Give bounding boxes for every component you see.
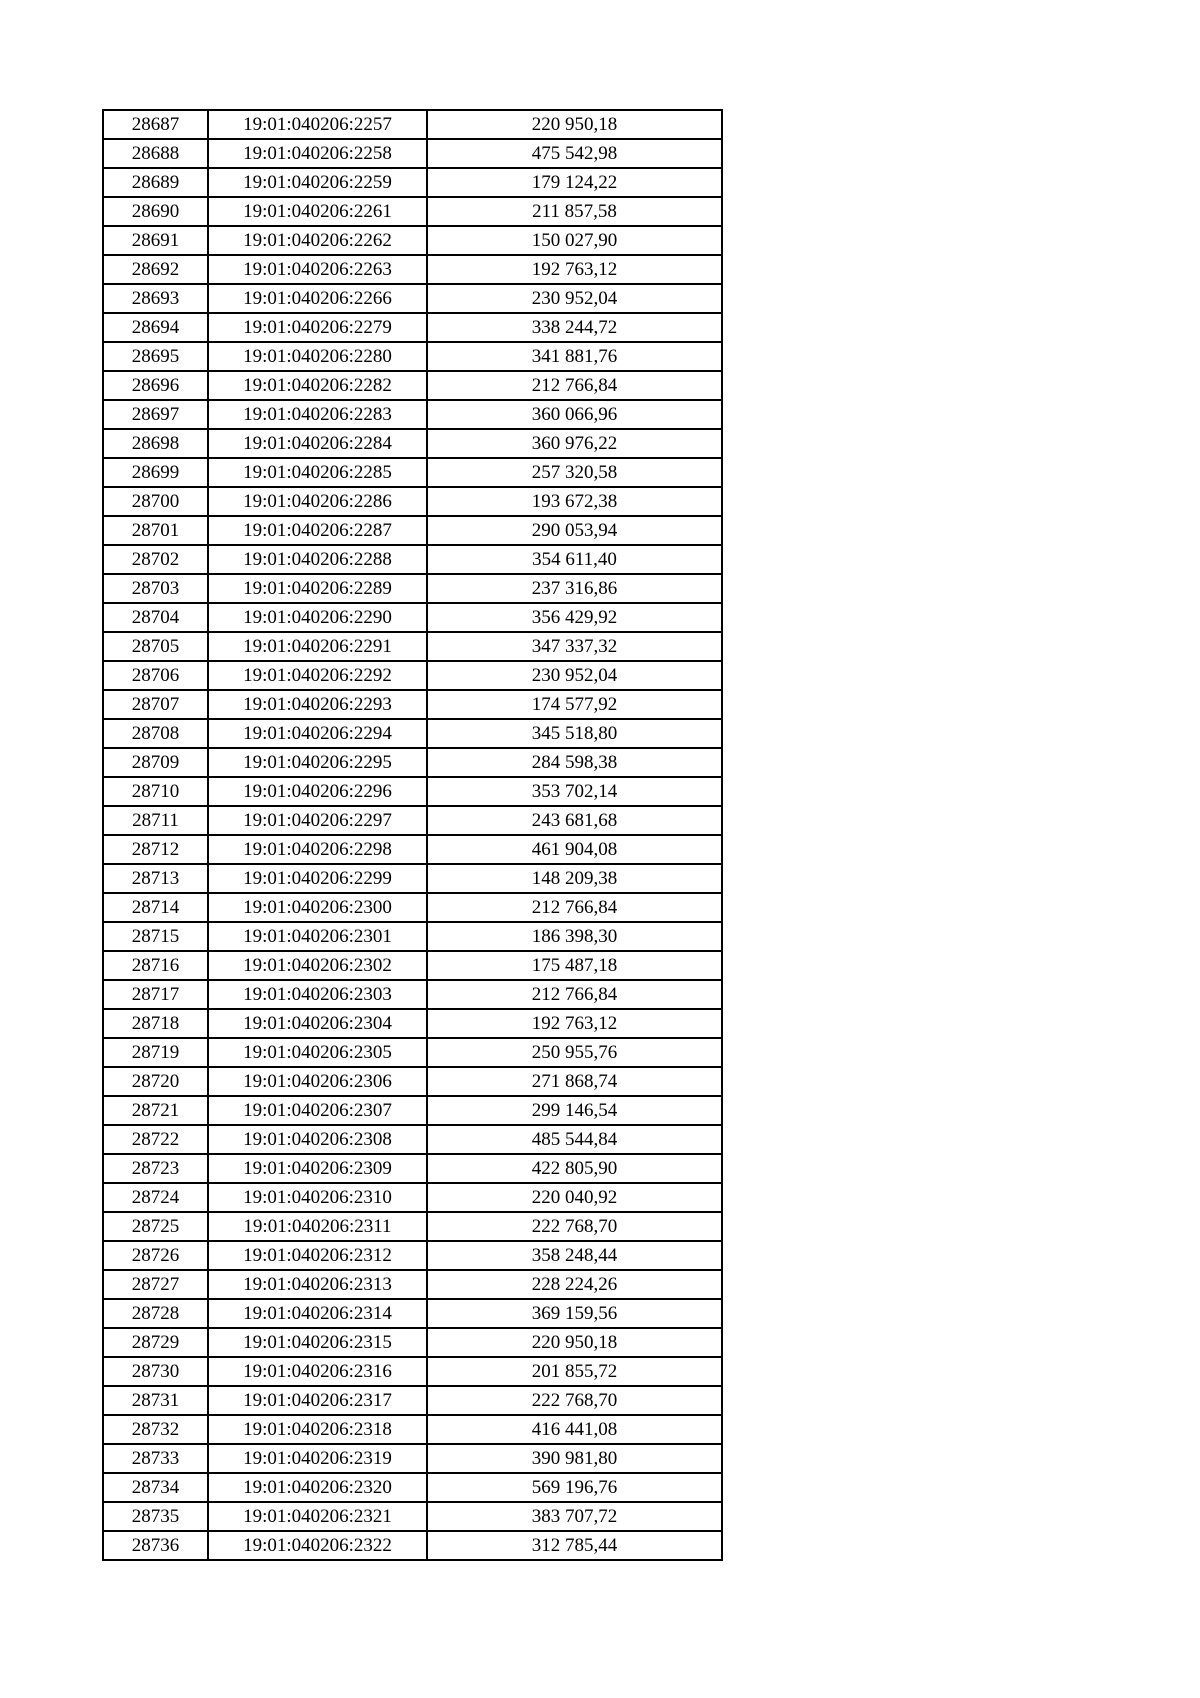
- cadastral-number-cell: 19:01:040206:2263: [208, 255, 427, 284]
- cadastral-number-cell: 19:01:040206:2284: [208, 429, 427, 458]
- row-number-cell: 28734: [103, 1473, 208, 1502]
- cadastral-value-cell: 186 398,30: [427, 922, 722, 951]
- row-number-cell: 28722: [103, 1125, 208, 1154]
- cadastral-number-cell: 19:01:040206:2317: [208, 1386, 427, 1415]
- cadastral-value-cell: 353 702,14: [427, 777, 722, 806]
- cadastral-value-cell: 383 707,72: [427, 1502, 722, 1531]
- cadastral-number-cell: 19:01:040206:2285: [208, 458, 427, 487]
- cadastral-number-cell: 19:01:040206:2302: [208, 951, 427, 980]
- row-number-cell: 28726: [103, 1241, 208, 1270]
- row-number-cell: 28697: [103, 400, 208, 429]
- table-row: [103, 1154, 722, 1183]
- cadastral-value-cell: 212 766,84: [427, 893, 722, 922]
- cadastral-value-cell: 312 785,44: [427, 1531, 722, 1560]
- cadastral-value-cell: 222 768,70: [427, 1212, 722, 1241]
- cadastral-value-cell: 174 577,92: [427, 690, 722, 719]
- cadastral-value-cell: 220 950,18: [427, 110, 722, 139]
- cadastral-number-cell: 19:01:040206:2291: [208, 632, 427, 661]
- row-number-cell: 28716: [103, 951, 208, 980]
- table-row: [103, 806, 722, 835]
- cadastral-number-cell: 19:01:040206:2304: [208, 1009, 427, 1038]
- cadastral-number-cell: 19:01:040206:2290: [208, 603, 427, 632]
- row-number-cell: 28711: [103, 806, 208, 835]
- cadastral-value-cell: 243 681,68: [427, 806, 722, 835]
- cadastral-number-cell: 19:01:040206:2294: [208, 719, 427, 748]
- cadastral-number-cell: 19:01:040206:2316: [208, 1357, 427, 1386]
- row-number-cell: 28695: [103, 342, 208, 371]
- cadastral-number-cell: 19:01:040206:2295: [208, 748, 427, 777]
- row-number-cell: 28703: [103, 574, 208, 603]
- table-row: [103, 197, 722, 226]
- table-row: [103, 284, 722, 313]
- table-row: [103, 603, 722, 632]
- cadastral-value-cell: 360 066,96: [427, 400, 722, 429]
- table-row: [103, 835, 722, 864]
- cadastral-number-cell: 19:01:040206:2307: [208, 1096, 427, 1125]
- table-row: [103, 1241, 722, 1270]
- cadastral-number-cell: 19:01:040206:2320: [208, 1473, 427, 1502]
- cadastral-value-cell: 345 518,80: [427, 719, 722, 748]
- cadastral-number-cell: 19:01:040206:2283: [208, 400, 427, 429]
- cadastral-number-cell: 19:01:040206:2298: [208, 835, 427, 864]
- table-row: [103, 1357, 722, 1386]
- table-row: [103, 748, 722, 777]
- cadastral-number-cell: 19:01:040206:2322: [208, 1531, 427, 1560]
- cadastral-value-cell: 192 763,12: [427, 1009, 722, 1038]
- table-row: [103, 1067, 722, 1096]
- cadastral-number-cell: 19:01:040206:2306: [208, 1067, 427, 1096]
- table-row: [103, 1212, 722, 1241]
- cadastral-number-cell: 19:01:040206:2311: [208, 1212, 427, 1241]
- cadastral-value-cell: 230 952,04: [427, 661, 722, 690]
- cadastral-value-cell: 422 805,90: [427, 1154, 722, 1183]
- row-number-cell: 28693: [103, 284, 208, 313]
- row-number-cell: 28710: [103, 777, 208, 806]
- table-row: [103, 864, 722, 893]
- cadastral-number-cell: 19:01:040206:2288: [208, 545, 427, 574]
- table-row: [103, 661, 722, 690]
- cadastral-value-cell: 416 441,08: [427, 1415, 722, 1444]
- cadastral-value-cell: 150 027,90: [427, 226, 722, 255]
- cadastral-number-cell: 19:01:040206:2258: [208, 139, 427, 168]
- row-number-cell: 28729: [103, 1328, 208, 1357]
- table-row: [103, 1270, 722, 1299]
- row-number-cell: 28715: [103, 922, 208, 951]
- table-row: [103, 313, 722, 342]
- cadastral-value-cell: 475 542,98: [427, 139, 722, 168]
- table-row: [103, 458, 722, 487]
- cadastral-value-cell: 192 763,12: [427, 255, 722, 284]
- cadastral-number-cell: 19:01:040206:2319: [208, 1444, 427, 1473]
- table-row: [103, 487, 722, 516]
- cadastral-value-cell: 338 244,72: [427, 313, 722, 342]
- cadastral-number-cell: 19:01:040206:2279: [208, 313, 427, 342]
- cadastral-number-cell: 19:01:040206:2261: [208, 197, 427, 226]
- cadastral-value-cell: 212 766,84: [427, 371, 722, 400]
- cadastral-value-cell: 290 053,94: [427, 516, 722, 545]
- cadastral-value-cell: 237 316,86: [427, 574, 722, 603]
- cadastral-number-cell: 19:01:040206:2266: [208, 284, 427, 313]
- cadastral-number-cell: 19:01:040206:2299: [208, 864, 427, 893]
- table-row: [103, 1038, 722, 1067]
- cadastral-value-cell: 179 124,22: [427, 168, 722, 197]
- cadastral-value-cell: 220 950,18: [427, 1328, 722, 1357]
- cadastral-number-cell: 19:01:040206:2280: [208, 342, 427, 371]
- cadastral-number-cell: 19:01:040206:2301: [208, 922, 427, 951]
- row-number-cell: 28694: [103, 313, 208, 342]
- cadastral-number-cell: 19:01:040206:2282: [208, 371, 427, 400]
- row-number-cell: 28712: [103, 835, 208, 864]
- row-number-cell: 28728: [103, 1299, 208, 1328]
- table-row: [103, 342, 722, 371]
- table-row: [103, 980, 722, 1009]
- table-row: [103, 226, 722, 255]
- cadastral-number-cell: 19:01:040206:2293: [208, 690, 427, 719]
- cadastral-value-cell: 148 209,38: [427, 864, 722, 893]
- table-row: [103, 1096, 722, 1125]
- cadastral-value-cell: 358 248,44: [427, 1241, 722, 1270]
- cadastral-number-cell: 19:01:040206:2305: [208, 1038, 427, 1067]
- cadastral-number-cell: 19:01:040206:2296: [208, 777, 427, 806]
- row-number-cell: 28700: [103, 487, 208, 516]
- table-row: [103, 400, 722, 429]
- row-number-cell: 28687: [103, 110, 208, 139]
- cadastral-number-cell: 19:01:040206:2262: [208, 226, 427, 255]
- table-row: [103, 777, 722, 806]
- table-row: [103, 168, 722, 197]
- cadastral-value-cell: 347 337,32: [427, 632, 722, 661]
- cadastral-value-cell: 211 857,58: [427, 197, 722, 226]
- cadastral-value-cell: 222 768,70: [427, 1386, 722, 1415]
- row-number-cell: 28688: [103, 139, 208, 168]
- row-number-cell: 28689: [103, 168, 208, 197]
- cadastral-number-cell: 19:01:040206:2312: [208, 1241, 427, 1270]
- table-row: [103, 1299, 722, 1328]
- cadastral-value-cell: 220 040,92: [427, 1183, 722, 1212]
- cadastral-value-cell: 201 855,72: [427, 1357, 722, 1386]
- row-number-cell: 28732: [103, 1415, 208, 1444]
- table-row: [103, 1502, 722, 1531]
- row-number-cell: 28696: [103, 371, 208, 400]
- table-row: [103, 371, 722, 400]
- table-row: [103, 1009, 722, 1038]
- row-number-cell: 28698: [103, 429, 208, 458]
- table-row: [103, 1386, 722, 1415]
- row-number-cell: 28725: [103, 1212, 208, 1241]
- table-row: [103, 1531, 722, 1560]
- cadastral-number-cell: 19:01:040206:2314: [208, 1299, 427, 1328]
- row-number-cell: 28704: [103, 603, 208, 632]
- table-row: [103, 632, 722, 661]
- table-row: [103, 429, 722, 458]
- table-row: [103, 893, 722, 922]
- cadastral-number-cell: 19:01:040206:2313: [208, 1270, 427, 1299]
- row-number-cell: 28713: [103, 864, 208, 893]
- table-body: [103, 110, 722, 1560]
- table-row: [103, 951, 722, 980]
- cadastral-number-cell: 19:01:040206:2315: [208, 1328, 427, 1357]
- row-number-cell: 28691: [103, 226, 208, 255]
- row-number-cell: 28705: [103, 632, 208, 661]
- cadastral-number-cell: 19:01:040206:2259: [208, 168, 427, 197]
- row-number-cell: 28690: [103, 197, 208, 226]
- cadastral-number-cell: 19:01:040206:2289: [208, 574, 427, 603]
- cadastral-number-cell: 19:01:040206:2297: [208, 806, 427, 835]
- row-number-cell: 28730: [103, 1357, 208, 1386]
- table-row: [103, 255, 722, 284]
- table-row: [103, 719, 722, 748]
- row-number-cell: 28736: [103, 1531, 208, 1560]
- cadastral-value-cell: 257 320,58: [427, 458, 722, 487]
- row-number-cell: 28735: [103, 1502, 208, 1531]
- cadastral-number-cell: 19:01:040206:2286: [208, 487, 427, 516]
- row-number-cell: 28731: [103, 1386, 208, 1415]
- row-number-cell: 28708: [103, 719, 208, 748]
- cadastral-value-cell: 485 544,84: [427, 1125, 722, 1154]
- cadastral-number-cell: 19:01:040206:2309: [208, 1154, 427, 1183]
- row-number-cell: 28720: [103, 1067, 208, 1096]
- cadastral-number-cell: 19:01:040206:2303: [208, 980, 427, 1009]
- row-number-cell: 28718: [103, 1009, 208, 1038]
- row-number-cell: 28717: [103, 980, 208, 1009]
- row-number-cell: 28692: [103, 255, 208, 284]
- table-row: [103, 1328, 722, 1357]
- cadastral-number-cell: 19:01:040206:2300: [208, 893, 427, 922]
- cadastral-number-cell: 19:01:040206:2321: [208, 1502, 427, 1531]
- row-number-cell: 28719: [103, 1038, 208, 1067]
- row-number-cell: 28714: [103, 893, 208, 922]
- cadastral-value-cell: 212 766,84: [427, 980, 722, 1009]
- cadastral-value-cell: 230 952,04: [427, 284, 722, 313]
- row-number-cell: 28723: [103, 1154, 208, 1183]
- row-number-cell: 28727: [103, 1270, 208, 1299]
- cadastral-value-cell: 250 955,76: [427, 1038, 722, 1067]
- row-number-cell: 28733: [103, 1444, 208, 1473]
- cadastral-number-cell: 19:01:040206:2287: [208, 516, 427, 545]
- table-row: [103, 1415, 722, 1444]
- cadastral-number-cell: 19:01:040206:2310: [208, 1183, 427, 1212]
- cadastral-value-cell: 193 672,38: [427, 487, 722, 516]
- cadastral-value-cell: 341 881,76: [427, 342, 722, 371]
- row-number-cell: 28707: [103, 690, 208, 719]
- cadastral-value-cell: 569 196,76: [427, 1473, 722, 1502]
- table-row: [103, 139, 722, 168]
- cadastral-value-cell: 299 146,54: [427, 1096, 722, 1125]
- cadastral-value-cell: 369 159,56: [427, 1299, 722, 1328]
- row-number-cell: 28709: [103, 748, 208, 777]
- cadastral-value-cell: 354 611,40: [427, 545, 722, 574]
- cadastral-number-cell: 19:01:040206:2308: [208, 1125, 427, 1154]
- table-row: [103, 574, 722, 603]
- cadastral-number-cell: 19:01:040206:2257: [208, 110, 427, 139]
- row-number-cell: 28721: [103, 1096, 208, 1125]
- cadastral-value-cell: 360 976,22: [427, 429, 722, 458]
- row-number-cell: 28699: [103, 458, 208, 487]
- table-row: [103, 922, 722, 951]
- table-row: [103, 1473, 722, 1502]
- cadastral-value-table: [102, 109, 723, 1561]
- row-number-cell: 28702: [103, 545, 208, 574]
- cadastral-value-cell: 284 598,38: [427, 748, 722, 777]
- cadastral-value-cell: 356 429,92: [427, 603, 722, 632]
- row-number-cell: 28724: [103, 1183, 208, 1212]
- table-row: [103, 1125, 722, 1154]
- table-row: [103, 516, 722, 545]
- cadastral-number-cell: 19:01:040206:2292: [208, 661, 427, 690]
- table-row: [103, 110, 722, 139]
- table-row: [103, 545, 722, 574]
- cadastral-value-cell: 228 224,26: [427, 1270, 722, 1299]
- cadastral-value-cell: 175 487,18: [427, 951, 722, 980]
- table-row: [103, 1183, 722, 1212]
- table-row: [103, 690, 722, 719]
- table-row: [103, 1444, 722, 1473]
- cadastral-value-cell: 390 981,80: [427, 1444, 722, 1473]
- cadastral-value-cell: 461 904,08: [427, 835, 722, 864]
- row-number-cell: 28701: [103, 516, 208, 545]
- cadastral-number-cell: 19:01:040206:2318: [208, 1415, 427, 1444]
- row-number-cell: 28706: [103, 661, 208, 690]
- cadastral-value-cell: 271 868,74: [427, 1067, 722, 1096]
